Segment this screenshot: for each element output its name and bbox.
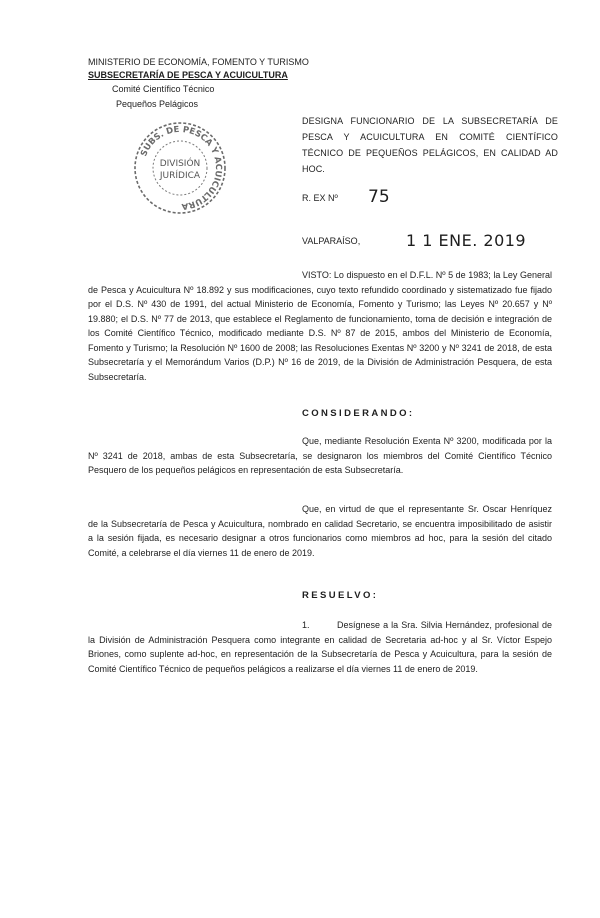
visto-paragraph (88, 268, 552, 384)
dateline (302, 231, 527, 250)
comite-name: Comité Científico Técnico (112, 84, 215, 94)
considerando-paragraph-1 (88, 434, 552, 478)
considerando-heading: CONSIDERANDO: (302, 408, 415, 419)
resolution-number-line (302, 187, 390, 207)
resolution-label: R. EX Nº (302, 193, 338, 203)
resuelvo-paragraph-1 (88, 618, 552, 676)
resuelvo-1-text: Desígnese a la Sra. Silvia Hernández, profesional de la División de Administración Pesquera como integrante en calidad de Secretaria ad-hoc y al Sr. Víctor Espejo Briones, como suplente ad-hoc, en representación de la Subsecretaría de Pesca y Acuicultura, para la sesión de Comité Científico Técnico de pequeños pelágicos a realizarse el día viernes 11 de enero de 2019. (88, 620, 552, 674)
resuelvo-heading: RESUELVO: (302, 590, 379, 601)
dateline-date: 1 1 ENE. 2019 (406, 231, 527, 250)
division-juridica-stamp (130, 118, 230, 218)
resolution-number: 75 (368, 187, 390, 207)
resolution-subject: DESIGNA FUNCIONARIO DE LA SUBSECRETARÍA DE PESCA Y ACUICULTURA EN COMITÉ CIENTÍFICO TÉCNICO DE PEQUEÑOS PELÁGICOS, EN CALIDAD AD HOC. (302, 116, 558, 174)
ministry-name: MINISTERIO DE ECONOMÍA, FOMENTO Y TURISMO (88, 57, 309, 67)
considerando-1-text: Que, mediante Resolución Exenta Nº 3200, modificada por la Nº 3241 de 2018, ambas de esta Subsecretaría, se designaron los miembros del Comité Científico Técnico Pesquero de los pequeños pelágicos en representación de esta Subsecretaría. (88, 436, 552, 475)
considerando-2-text: Que, en virtud de que el representante Sr. Oscar Henríquez de la Subsecretaría de Pesca y Acuicultura, nombrado en calidad Secretario, se encuentra imposibilitado de asistir a la sesión fijada, es necesario designar a otros funcionarios como miembros ad hoc, para la sesión del citado Comité, a celebrarse el día viernes 11 de enero de 2019. (88, 504, 552, 558)
stamp-ring-text: SUBS. DE PESCA Y ACUICULTURA (139, 124, 224, 212)
considerando-paragraph-2 (88, 502, 552, 560)
resuelvo-1-number: 1. (302, 620, 310, 630)
subsecretaria-name: SUBSECRETARÍA DE PESCA Y ACUICULTURA (88, 70, 288, 80)
stamp-center-line1: DIVISIÓN (159, 159, 201, 169)
pelagicos-name: Pequeños Pelágicos (116, 99, 199, 109)
dateline-place: VALPARAÍSO, (302, 236, 361, 246)
stamp-center-line2: JURÍDICA (159, 171, 201, 181)
visto-text: VISTO: Lo dispuesto en el D.F.L. Nº 5 de 1983; la Ley General de Pesca y Acuicultura Nº 18.892 y sus modificaciones, cuyo texto refundido coordinado y sistematizado fue fijado por el D.S. Nº 430 de 1991, del actual Ministerio de Economía, Fomento y Turismo; las Leyes Nº 20.657 y Nº 19.880; el D.S. Nº 77 de 2013, que establece el Reglamento de funcionamiento, toma de decisión e integración de los Comité Científico Técnico, modificado mediante D.S. Nº 87 de 2015, ambos del Ministerio de Economía, Fomento y Turismo; la Resolución Nº 1600 de 2008; las Resoluciones Exentas Nº 3200 y Nº 3241 de 2018, de esta Subsecretaría y el Memorándum Varios (D.P.) Nº 16 de 2019, de la División de Administración Pesquera, de esta Subsecretaría. (88, 270, 552, 382)
